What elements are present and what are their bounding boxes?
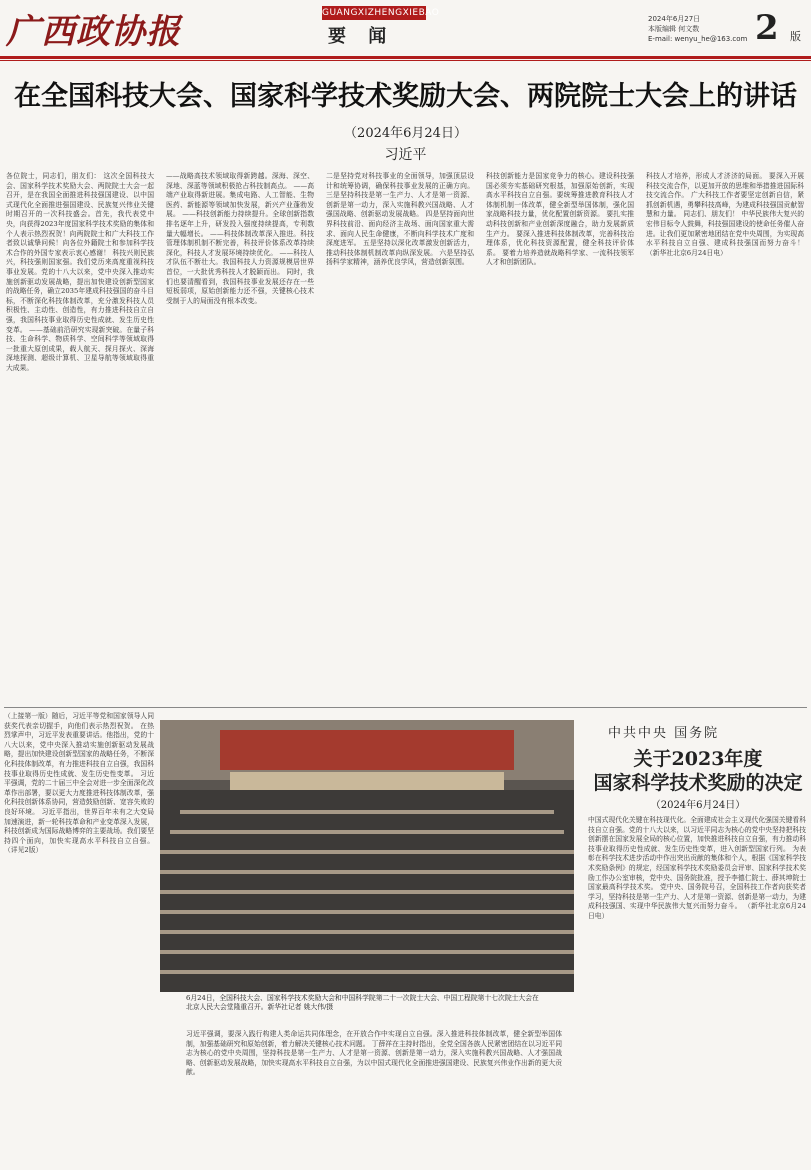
conference-hall-image (160, 720, 574, 992)
masthead-rule (0, 56, 811, 59)
article-date: （2024年6月24日） (344, 126, 467, 141)
notice-title-line2: 国家科学技术奖励的决定 (593, 772, 803, 794)
editor-email: E-mail: wenyu_he@163.com (648, 35, 748, 43)
notice-kicker: 中共中央 国务院 (608, 726, 720, 741)
page-editor: 本版编辑 何文数 (648, 25, 700, 33)
article-column: 二是坚持党对科技事业的全面领导，加强顶层设计和统筹协调，确保科技事业发展的正确方向。 三是坚持科技是第一生产力、人才是第一资源、创新是第一动力，深入实施科教兴国战略、人才强国战略、创新驱动发展战略。 四是坚持面向世界科技前沿、面向经济主战场、面向国家重大需求、面向人民生命健康，不断向科学技术广度和深度进军。 五是坚持以深化改革激发创新活力，推动科技体制机制改革向纵深发展。 六是坚持弘扬科学家精神，涵养优良学风，营造创新氛围。 (326, 172, 474, 267)
page-number: 2 (755, 8, 779, 48)
issue-date: 2024年6月27日 (648, 15, 701, 23)
photo-caption: 6月24日，全国科技大会、国家科学技术奖励大会和中国科学院第二十一次院士大会、中国工程院第十七次院士大会在北京人民大会堂隆重召开。新华社记者 姚大伟/摄 (186, 994, 539, 1011)
lower-mid-article: 习近平强调，要深入践行构建人类命运共同体理念，在开放合作中实现自立自强。深入推进科技体制改革，健全新型举国体制，加强基础研究和原始创新，着力解决关键核心技术问题。 丁薛祥在主持时指出，全党全国各族人民紧密团结在以习近平同志为核心的党中央周围，坚持科技是第一生产力、人才是第一资源、创新是第一动力，深入实施科教兴国战略、人才强国战略、创新驱动发展战略，加快实现高水平科技自立自强，为以中国式现代化全面推进强国建设、民族复兴伟业作出新的更大贡献。 (186, 1030, 562, 1077)
article-author: 习近平 (384, 147, 427, 163)
issue-meta (648, 14, 747, 44)
notice-title-line1: 关于2023年度 (633, 748, 763, 770)
article-column: 科技人才培养，形成人才济济的局面。 要深入开展科技交流合作，以更加开放的思维和举措推进国际科技交流合作。 广大科技工作者要坚定创新自信，紧抓创新机遇，勇攀科技高峰，为建成科技强国贡献智慧和力量。 同志们、朋友们！ 中华民族伟大复兴的宏伟目标令人鼓舞，科技强国建设的使命任务催人奋进。让我们更加紧密地团结在党中央周围，为实现高水平科技自立自强、建成科技强国而努力奋斗！ （新华社北京6月24日电） (646, 172, 804, 257)
notice-body: 中国式现代化关键在科技现代化。全面建成社会主义现代化强国关键看科技自立自强。党的十八大以来，以习近平同志为核心的党中央坚持把科技创新摆在国家发展全局的核心位置，加快推进科技自立自强，有力推动科技事业取得历史性成就、发生历史性变革，进入创新型国家行列。 为表彰在科学技术进步活动中作出突出贡献的集体和个人，根据《国家科学技术奖励条例》的规定，经国家科学技术奖励委员会评审、国家科学技术奖励工作办公室审核，党中央、国务院批准，授予李德仁院士、薛其坤院士国家最高科学技术奖。 党中央、国务院号召，全国科技工作者向获奖者学习，坚持科技是第一生产力、人才是第一资源、创新是第一动力，为建成科技强国、实现中华民族伟大复兴而努力奋斗。 （新华社北京6月24日电） (588, 816, 806, 920)
section-title: 要 闻 (328, 26, 395, 47)
section-divider (4, 707, 807, 708)
lower-left-article: （上接第一版）随后，习近平等党和国家领导人同获奖代表亲切握手，向他们表示热烈祝贺。 在热烈掌声中，习近平发表重要讲话。他指出，党的十八大以来，党中央深入推动实施创新驱动发展战略，提出加快建设创新型国家的战略任务，不断深化科技体制改革，有力推进科技自立自强，我国科技事业取得历史性成就、发生历史性变革。 习近平强调，党的二十届三中全会对进一步全面深化改革作出部署，要以更大力度推进科技体制改革，强化科技创新体系协同，营造鼓励创新、宽容失败的良好环境。 习近平指出，世界百年未有之大变局加速演进，新一轮科技革命和产业变革深入发展，科技创新成为国际战略博弈的主要战场。我们要坚持四个面向，加快实现高水平科技自立自强。 （详见2版） (4, 712, 154, 855)
page-unit: 版 (790, 30, 801, 43)
newspaper-logo: 广西政协报 (6, 12, 181, 52)
notice-date: （2024年6月24日） (650, 800, 746, 811)
article-column: 科技创新能力是国家竞争力的核心。建设科技强国必须夯实基础研究根基，加强原始创新，实现高水平科技自立自强。要统筹推进教育科技人才体制机制一体改革，健全新型举国体制，强化国家战略科技力量，优化配置创新资源。 要扎实推动科技创新和产业创新深度融合，助力发展新质生产力。 要深入推进科技体制改革，完善科技治理体系，优化科技资源配置，健全科技评价体系。 要着力培养造就战略科学家、一流科技领军人才和创新团队。 (486, 172, 634, 267)
masthead-pinyin: GUANGXIZHENGXIEBAO (322, 8, 440, 18)
masthead-rule-thin (0, 60, 811, 61)
article-column: 各位院士，同志们，朋友们： 这次全国科技大会、国家科学技术奖励大会、两院院士大会一起召开，是在我国全面推进科技强国建设、以中国式现代化全面推进强国建设、民族复兴伟业关键时期召开的一次科技盛会。首先，我代表党中央，向获得2023年度国家科学技术奖励的集体和个人表示热烈祝贺！向两院院士和广大科技工作者致以诚挚问候！向各位外籍院士和参加科学技术合作的外国专家表示衷心感谢！ 科技兴则民族兴，科技强则国家强。我们党历来高度重视科技事业发展。党的十八大以来，党中央深入推动实施创新驱动发展战略，提出加快建设创新型国家的战略任务，确立2035年建成科技强国的奋斗目标，不断深化科技体制改革，充分激发科技人员积极性、主动性、创造性，有力推进科技自立自强，我国科技事业取得历史性成就、发生历史性变革。 ——基础前沿研究实现新突破。在量子科技、生命科学、物质科学、空间科学等领域取得一批重大原创成果，载人航天、探月探火、深海深地探测、超级计算机、卫星导航等领域取得重大成果。 (6, 172, 154, 372)
conference-photo (160, 720, 574, 992)
article-column: ——战略高技术领域取得新跨越。深海、深空、深地、深蓝等领域积极抢占科技制高点。 ——高端产业取得新进展。集成电路、人工智能、生物医药、新能源等领域加快发展，新兴产业蓬勃发展。 ——科技创新能力持续提升。全球创新指数排名逐年上升，研发投入强度持续提高，专利数量大幅增长。 ——科技体制改革深入推进。科技管理体制机制不断完善，科技评价体系改革持续深化，科技人才发展环境持续优化。 ——科技人才队伍不断壮大。我国科技人力资源规模居世界首位，一大批优秀科技人才脱颖而出。 同时，我们也要清醒看到，我国科技事业发展还存在一些短板弱项，原始创新能力还不强，关键核心技术受制于人的局面没有根本改变。 (166, 172, 314, 305)
article-headline: 在全国科技大会、国家科学技术奖励大会、两院院士大会上的讲话 (14, 81, 797, 112)
